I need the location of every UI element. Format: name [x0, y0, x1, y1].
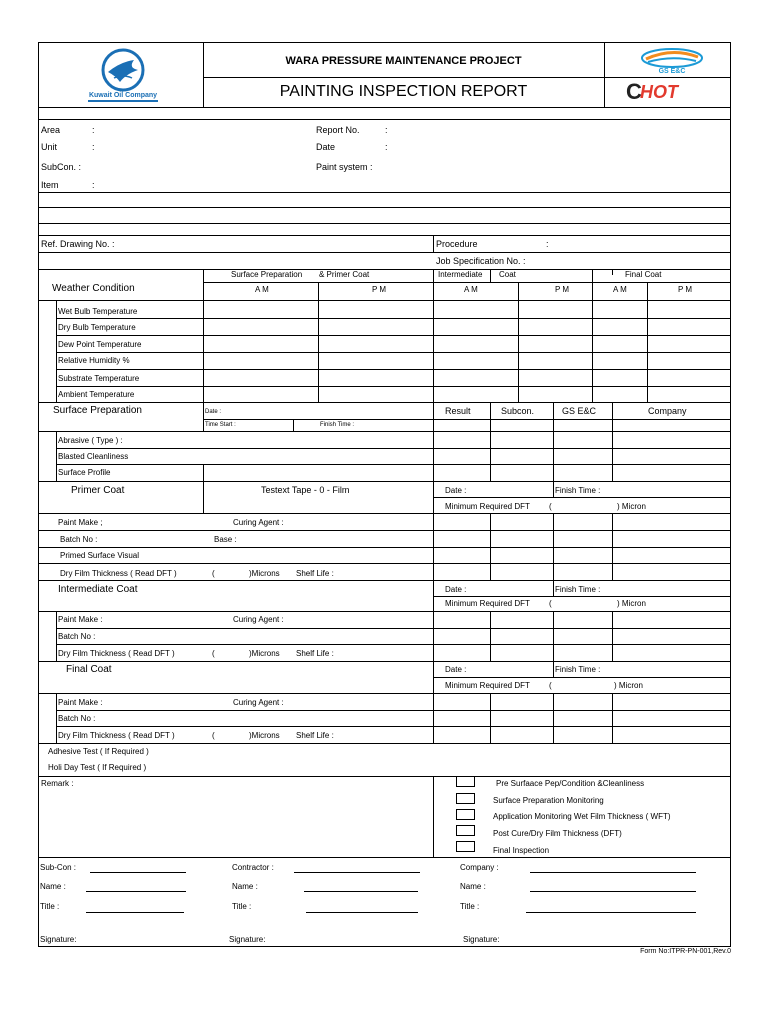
intermediate-date-label: Date :: [445, 585, 467, 594]
form-number: Form No:ITPR-PN-001,Rev.0: [640, 948, 731, 955]
primer-coat-title: Primer Coat: [71, 485, 125, 496]
signoff-company-name-label: Name :: [460, 882, 486, 891]
weather-row-substrate: Substrate Temperature: [58, 374, 140, 383]
intermediate-finish-time-label: Finish Time :: [555, 585, 601, 594]
weather-am-1: A M: [255, 285, 269, 294]
weather-pm-2: P M: [555, 285, 570, 294]
surface-prep-date: Date :: [205, 409, 222, 415]
intermediate-shelf-life-label: Shelf Life :: [296, 649, 334, 658]
signoff-contractor-line[interactable]: [294, 872, 420, 873]
signoff-subcon-signature-label: Signature:: [40, 935, 77, 944]
signoff-company-name-line[interactable]: [530, 891, 696, 892]
signoff-company-line[interactable]: [530, 872, 696, 873]
final-paint-make-label: Paint Make :: [58, 698, 103, 707]
final-microns-open-paren: (: [212, 731, 215, 740]
primer-dft-read-label: Dry Film Thickness ( Read DFT ): [60, 569, 177, 578]
holiday-test-label: Holi Day Test ( If Required ): [48, 763, 147, 772]
final-dft-read-label: Dry Film Thickness ( Read DFT ): [58, 731, 175, 740]
weather-row-ambient: Ambient Temperature: [58, 390, 135, 399]
checklist-checkbox-dft[interactable]: [456, 825, 475, 836]
weather-group-sp: Surface Preparation: [231, 270, 303, 279]
final-finish-time-label: Finish Time :: [555, 665, 601, 674]
intermediate-coat-title: Intermediate Coat: [58, 584, 138, 595]
ref-drawing-label: Ref. Drawing No. :: [41, 239, 115, 249]
surface-prep-finish-time: Finish Time :: [320, 422, 355, 428]
gs-ec-logo-text: GS E&C: [658, 68, 686, 75]
signoff-subcon-label: Sub-Con :: [40, 863, 77, 872]
report-title: PAINTING INSPECTION REPORT: [279, 83, 528, 100]
adhesive-test-label: Adhesive Test ( If Required ): [48, 747, 149, 756]
primer-batch-no-label: Batch No :: [60, 535, 98, 544]
signoff-subcon-name-label: Name :: [40, 882, 66, 891]
primer-microns-open-paren: (: [212, 569, 215, 578]
signoff-contractor-title-line[interactable]: [306, 912, 418, 913]
checklist-surface-prep-label: Surface Preparation Monitoring: [493, 796, 604, 805]
weather-pm-3: P M: [678, 285, 693, 294]
checklist-pre-surface-label: Pre Surfaace Pep/Condition &Cleanliness: [496, 779, 645, 788]
primer-micron-label: ) Micron: [617, 502, 646, 511]
unit-colon: :: [92, 142, 95, 152]
primer-finish-time-label: Finish Time :: [555, 486, 601, 495]
blasted-cleanliness-label: Blasted Cleanliness: [58, 452, 129, 461]
primer-surface-visual-label: Primed Surface Visual: [60, 551, 139, 560]
primer-min-dft-label: Minimum Required DFT: [445, 502, 530, 511]
checklist-checkbox-pre-surface[interactable]: [456, 776, 475, 787]
subcon-header: Subcon.: [501, 406, 535, 416]
company-header: Company: [648, 406, 687, 416]
checklist-checkbox-final[interactable]: [456, 841, 475, 852]
date-label: Date: [316, 142, 336, 152]
chot-logo: [626, 81, 706, 103]
intermediate-micron-label: ) Micron: [617, 599, 646, 608]
weather-condition-title: Weather Condition: [52, 283, 135, 294]
intermediate-min-dft-paren: (: [549, 599, 552, 608]
final-micron-label: ) Micron: [614, 681, 643, 690]
final-min-dft-paren: (: [549, 681, 552, 690]
signoff-company-label: Company :: [460, 863, 499, 872]
primer-min-dft-paren: (: [549, 502, 552, 511]
weather-row-dry-bulb: Dry Bulb Temperature: [58, 323, 136, 332]
signoff-company-signature-label: Signature:: [463, 935, 500, 944]
intermediate-microns-open-paren: (: [212, 649, 215, 658]
final-microns-label: )Microns: [249, 731, 280, 740]
gsec-header: GS E&C: [562, 406, 597, 416]
final-curing-agent-label: Curing Agent :: [233, 698, 284, 707]
project-title: WARA PRESSURE MAINTENANCE PROJECT: [285, 55, 522, 67]
final-date-label: Date :: [445, 665, 467, 674]
weather-group-coat: Coat: [499, 270, 516, 279]
weather-am-2: A M: [464, 285, 478, 294]
intermediate-curing-agent-label: Curing Agent :: [233, 615, 284, 624]
signoff-subcon-line[interactable]: [90, 872, 186, 873]
checklist-checkbox-wft[interactable]: [456, 809, 475, 820]
chot-text: HOT: [640, 82, 678, 102]
signoff-company-title-label: Title :: [460, 902, 480, 911]
signoff-contractor-name-label: Name :: [232, 882, 258, 891]
weather-group-final: Final Coat: [625, 270, 662, 279]
unit-label: Unit: [41, 142, 58, 152]
primer-testex-label: Testext Tape - 0 - Film: [261, 485, 350, 495]
chot-c-icon: C: [626, 79, 642, 104]
weather-row-dew-point: Dew Point Temperature: [58, 340, 142, 349]
date-colon: :: [385, 142, 388, 152]
subcon-label: SubCon. :: [41, 162, 82, 172]
area-colon: :: [92, 125, 95, 135]
signoff-contractor-label: Contractor :: [232, 863, 274, 872]
checklist-final-label: Final Inspection: [493, 846, 550, 855]
job-spec-label: Job Specification No. :: [436, 256, 526, 266]
weather-am-3: A M: [613, 285, 627, 294]
primer-date-label: Date :: [445, 486, 467, 495]
surface-prep-time-start: Time Start :: [205, 422, 236, 428]
signoff-contractor-signature-label: Signature:: [229, 935, 266, 944]
intermediate-batch-no-label: Batch No :: [58, 632, 96, 641]
weather-pm-1: P M: [372, 285, 387, 294]
primer-microns-label: )Microns: [249, 569, 280, 578]
weather-group-intermediate: Intermediate: [438, 270, 483, 279]
abrasive-type-label: Abrasive ( Type ) :: [58, 436, 123, 445]
checklist-wft-label: Application Monitoring Wet Film Thickness ( WFT): [493, 812, 671, 821]
weather-row-humidity: Relative Humidity %: [58, 356, 130, 365]
remark-label: Remark :: [41, 779, 74, 788]
signoff-contractor-name-line[interactable]: [304, 891, 418, 892]
weather-row-wet-bulb: Wet Bulb Temperature: [58, 307, 138, 316]
paint-system-label: Paint system :: [316, 162, 373, 172]
report-no-label: Report No.: [316, 125, 360, 135]
result-header: Result: [445, 406, 471, 416]
final-coat-title: Final Coat: [66, 664, 112, 675]
procedure-label: Procedure: [436, 239, 478, 249]
checklist-checkbox-surface-prep[interactable]: [456, 793, 475, 804]
primer-shelf-life-label: Shelf Life :: [296, 569, 334, 578]
primer-base-label: Base :: [214, 535, 237, 544]
logo-english-text: Kuwait Oil Company: [88, 92, 158, 99]
signoff-company-title-line[interactable]: [526, 912, 696, 913]
signoff-subcon-name-line[interactable]: [86, 891, 186, 892]
item-colon: :: [92, 180, 95, 190]
intermediate-dft-read-label: Dry Film Thickness ( Read DFT ): [58, 649, 175, 658]
final-min-dft-label: Minimum Required DFT: [445, 681, 530, 690]
primer-curing-agent-label: Curing Agent :: [233, 518, 284, 527]
surface-prep-title: Surface Preparation: [53, 405, 142, 416]
kuwait-oil-logo: [68, 48, 178, 106]
intermediate-microns-label: )Microns: [249, 649, 280, 658]
checklist-dft-label: Post Cure/Dry Film Thickness (DFT): [493, 829, 622, 838]
weather-group-primer: & Primer Coat: [319, 270, 370, 279]
report-no-colon: :: [385, 125, 388, 135]
signoff-contractor-title-label: Title :: [232, 902, 252, 911]
item-label: Item: [41, 180, 59, 190]
intermediate-paint-make-label: Paint Make :: [58, 615, 103, 624]
procedure-colon: :: [546, 239, 549, 249]
surface-profile-label: Surface Profile: [58, 468, 111, 477]
primer-paint-make-label: Paint Make ;: [58, 518, 103, 527]
final-batch-no-label: Batch No :: [58, 714, 96, 723]
area-label: Area: [41, 125, 61, 135]
signoff-subcon-title-line[interactable]: [86, 912, 184, 913]
intermediate-min-dft-label: Minimum Required DFT: [445, 599, 530, 608]
final-shelf-life-label: Shelf Life :: [296, 731, 334, 740]
signoff-subcon-title-label: Title :: [40, 902, 60, 911]
